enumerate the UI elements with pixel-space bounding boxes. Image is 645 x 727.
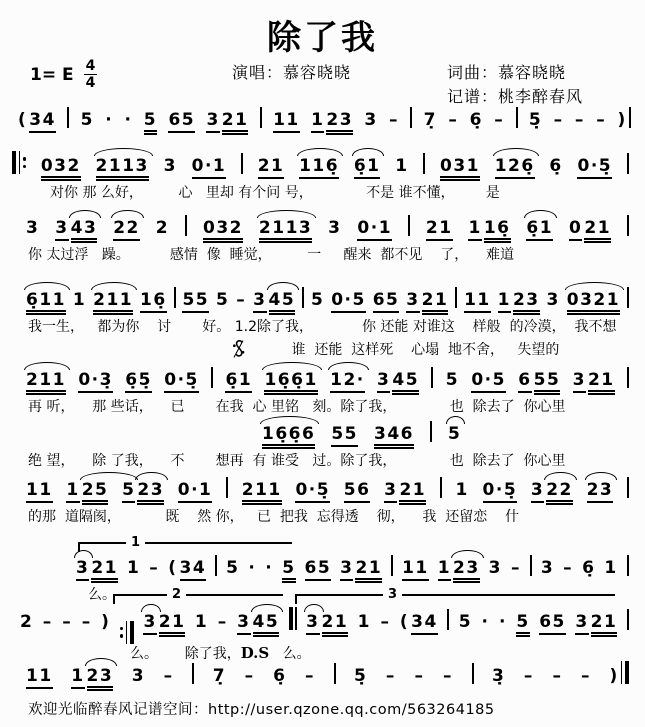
- barline: [627, 555, 629, 576]
- note-token: 16̣6̣1: [264, 372, 317, 395]
- note-token: 21: [322, 614, 349, 637]
- notes-row: [0, 284, 645, 315]
- note-token: 6̣1: [526, 220, 553, 241]
- note-token: –: [42, 612, 53, 632]
- note-token: 11: [464, 292, 491, 313]
- lyric-text: 绝 望， 除 了我， 不 想再 有 谁受 过。除了我， 也 除去了 你心里: [28, 453, 566, 469]
- note-token: 23: [513, 292, 540, 315]
- notes-row: [0, 658, 645, 691]
- note-token: 3: [76, 560, 89, 581]
- barline: [530, 555, 532, 576]
- note-token: (: [18, 110, 28, 130]
- ds-marking: D.S: [240, 643, 270, 662]
- note-token: 3: [55, 220, 68, 241]
- note-token: –: [244, 666, 255, 686]
- note-token: 5: [448, 424, 462, 444]
- note-token: 25: [82, 482, 109, 505]
- barline: [627, 215, 629, 236]
- note-token: –: [580, 666, 591, 686]
- note-token: 21: [355, 560, 382, 583]
- note-token: 1: [395, 156, 409, 176]
- note-token: –: [442, 666, 453, 686]
- note-token: 3: [531, 482, 544, 503]
- barline: [334, 663, 336, 684]
- note-token: 3: [384, 482, 397, 503]
- beam-group: [306, 614, 348, 637]
- volta-label: 3: [383, 587, 402, 603]
- note-token: 3: [364, 110, 378, 130]
- repeat-end-sign: [120, 621, 134, 644]
- note-token: 1: [66, 482, 79, 503]
- note-token: 16̣6̣6: [262, 426, 315, 449]
- system-line-9: [0, 643, 645, 691]
- repeat-begin-sign: [12, 151, 26, 174]
- beam-group: [438, 560, 480, 583]
- barline: [627, 609, 629, 630]
- note-token: –: [574, 110, 585, 130]
- note-token: 116̣: [299, 158, 339, 179]
- note-token: 0·5: [331, 292, 366, 313]
- beam-group: [384, 482, 426, 505]
- note-token: 3: [488, 558, 502, 578]
- note-token: ·: [124, 110, 133, 130]
- note-token: 56: [344, 482, 371, 503]
- barline: [241, 153, 243, 174]
- note-token: 3: [131, 666, 146, 686]
- note-token: 6̣1: [225, 372, 252, 393]
- note-token: 6̣: [582, 558, 596, 578]
- alt-notes-row: [0, 418, 645, 449]
- note-token: 3: [143, 614, 156, 635]
- note-token: 031: [440, 158, 480, 181]
- note-token: 5: [282, 560, 295, 583]
- beam-group: [618, 104, 631, 129]
- lyric-row: [0, 318, 645, 337]
- note-token: 0·5̣: [295, 482, 330, 503]
- note-token: 21: [584, 220, 611, 243]
- note-token: –: [553, 110, 564, 130]
- beam-group: [253, 292, 295, 315]
- beam-group: [18, 112, 56, 133]
- note-token: 6̣: [549, 156, 563, 176]
- note-token: 6̣: [273, 666, 287, 686]
- beam-group: [569, 220, 611, 243]
- system-line-3: [0, 200, 645, 265]
- lyric-text: 么。 除了我，: [130, 645, 241, 662]
- note-token: 3: [546, 290, 560, 310]
- system-line-6: [0, 462, 645, 527]
- note-token: 0·5̣: [577, 158, 612, 179]
- note-token: (: [399, 612, 410, 632]
- note-token: –: [380, 612, 391, 632]
- note-token: 032: [41, 158, 81, 181]
- notes-row: [0, 148, 645, 181]
- note-token: 11: [402, 560, 429, 581]
- beam-group: [518, 372, 560, 395]
- note-token: 23: [137, 482, 164, 505]
- notes-row: [0, 212, 645, 243]
- beam-group: [531, 482, 573, 505]
- beam-group: [468, 220, 510, 243]
- note-token: 2: [155, 218, 170, 238]
- barline: [215, 555, 217, 576]
- note-token: 5: [445, 370, 460, 390]
- beam-group: [406, 292, 448, 315]
- notes-row: [0, 364, 645, 395]
- note-token: 21: [588, 372, 615, 395]
- beam-group: [610, 658, 629, 685]
- beam-group: [143, 614, 185, 637]
- system-line-4: [0, 272, 645, 359]
- barline: [192, 663, 194, 684]
- lyric-text: 么。: [88, 587, 116, 603]
- note-token: 211: [242, 482, 282, 505]
- lyric-row: [0, 508, 645, 527]
- barline: [627, 287, 629, 308]
- barline: [629, 107, 631, 128]
- note-token: ·: [481, 612, 490, 632]
- note-token: 34: [180, 560, 207, 581]
- note-token: 65: [539, 614, 566, 635]
- note-token: 6̣: [469, 110, 483, 130]
- double-barline: [289, 607, 297, 630]
- note-token: 5: [516, 614, 529, 637]
- note-token: 3: [328, 218, 342, 238]
- beam-group: [340, 560, 382, 583]
- note-token: 16̣: [484, 220, 511, 243]
- barline: [423, 153, 425, 174]
- time-signature: [84, 58, 98, 91]
- note-token: –: [596, 110, 607, 130]
- beam-group: [76, 560, 118, 583]
- note-token: 0·1: [178, 482, 213, 503]
- note-token: 3: [163, 156, 177, 176]
- notes-row: [0, 604, 645, 641]
- lyric-text: 对你 那 么好， 心 里却 有个问 号， 不是 谁不懂， 是: [50, 185, 500, 201]
- note-token: 55: [182, 292, 209, 313]
- note-token: –: [523, 666, 534, 686]
- barline: [391, 555, 393, 576]
- note-token: 21: [426, 220, 453, 241]
- notes-row: [0, 104, 645, 135]
- note-token: 22: [546, 482, 573, 505]
- beam-group: [573, 372, 615, 395]
- lyric-row: [0, 246, 645, 265]
- note-token: 1: [498, 292, 511, 313]
- note-token: 6̣5̣: [125, 372, 152, 393]
- note-token: –: [304, 666, 315, 686]
- note-token: 5: [80, 110, 94, 130]
- time-signature-top: 4: [85, 58, 96, 74]
- note-token: 45: [269, 292, 296, 315]
- note-token: ): [609, 666, 619, 686]
- note-token: 2113: [96, 158, 149, 181]
- barline: [211, 367, 213, 388]
- note-token: 5: [216, 290, 230, 310]
- note-token: 1: [126, 558, 141, 578]
- note-token: 43: [71, 220, 98, 243]
- credit-performer: 演唱：慕容晓晓: [232, 63, 352, 82]
- note-token: 55: [331, 426, 358, 447]
- note-token: ·: [265, 558, 274, 578]
- lyric-text: 你 太过浮 躁。 感情 像 睡觉， 一 醒来 都不见 了， 难道: [28, 247, 515, 263]
- barline: [408, 215, 410, 236]
- note-token: 7̣: [423, 110, 438, 130]
- note-token: 3: [340, 560, 353, 581]
- notes-row: [0, 552, 645, 583]
- beam-group: [498, 292, 540, 315]
- volta-label: 1: [126, 535, 145, 551]
- note-token: 45: [392, 372, 419, 395]
- credit-transcriber: 记谱：桃李醉春风: [447, 87, 584, 106]
- note-token: ): [101, 612, 111, 632]
- note-token: 11: [26, 668, 53, 689]
- note-token: 34: [29, 112, 56, 133]
- beam-group: [66, 482, 108, 505]
- note-token: 0·3̣: [78, 372, 113, 393]
- note-token: 126̣: [495, 158, 535, 179]
- final-barline: [621, 661, 629, 684]
- beam-group: [71, 668, 113, 691]
- note-token: 7̣: [212, 666, 227, 686]
- note-token: –: [62, 612, 73, 632]
- note-token: 0·5: [471, 372, 506, 393]
- system-line-5: [0, 352, 645, 471]
- note-token: 21: [591, 614, 618, 637]
- note-token: 21: [399, 482, 426, 505]
- lyric-text: 我一生， 都为你 讨 好。 1.2除了我， 你 还能 对谁这 样般 的冷漠， 我不想: [28, 319, 617, 335]
- note-token: 3: [253, 292, 266, 313]
- barline: [226, 477, 228, 498]
- barline: [410, 107, 412, 128]
- credit-writer: 词曲：慕容晓晓: [447, 63, 567, 82]
- barline: [260, 107, 262, 128]
- note-token: 23: [326, 112, 353, 135]
- note-token: –: [149, 558, 160, 578]
- note-token: 5: [458, 612, 473, 632]
- barline: [627, 477, 629, 498]
- note-token: 1: [194, 612, 209, 632]
- note-token: –: [448, 110, 459, 130]
- note-token: 5: [226, 558, 240, 578]
- barline: [440, 477, 442, 498]
- note-token: 65: [373, 292, 400, 313]
- beam-group: [377, 372, 419, 395]
- beam-group: [168, 560, 206, 581]
- note-token: 11: [26, 482, 53, 503]
- note-token: 2: [20, 612, 34, 632]
- note-token: –: [217, 612, 228, 632]
- note-token: 5̣: [354, 666, 368, 686]
- note-token: 3: [206, 112, 219, 133]
- note-token: ): [617, 110, 627, 130]
- note-token: 34: [411, 614, 438, 635]
- system-line-2: [0, 136, 645, 203]
- note-token: 1: [71, 668, 84, 689]
- note-token: 1: [357, 612, 371, 632]
- note-token: 3: [377, 372, 390, 393]
- note-token: 3: [406, 292, 419, 313]
- beam-group: [400, 614, 438, 635]
- note-token: –: [236, 290, 247, 310]
- note-token: 21: [159, 614, 186, 637]
- note-token: 11: [273, 112, 300, 133]
- note-token: 1: [604, 558, 618, 578]
- note-token: 0·5̣: [483, 482, 518, 503]
- song-title: 除了我: [267, 18, 378, 58]
- volta-bracket: [295, 587, 615, 604]
- lyric-text: 再 听， 那 些话， 已 在我 心 里铭 刻。除了我， 也 除去了 你心里: [28, 399, 566, 415]
- note-token: 3: [26, 218, 40, 238]
- note-token: 1: [438, 560, 451, 581]
- note-token: 45: [253, 614, 280, 637]
- footer-note: 欢迎光临醉春风记谱空间：http://user.qzone.qq.com/563264185: [28, 702, 495, 718]
- note-token: –: [389, 110, 400, 130]
- note-token: ·: [105, 110, 114, 130]
- note-token: 21: [91, 560, 118, 583]
- system-line-1: [0, 92, 645, 135]
- note-token: 23: [587, 482, 614, 503]
- beam-group: [55, 220, 97, 243]
- note-token: –: [563, 558, 574, 578]
- note-token: 5: [144, 112, 157, 135]
- lyric-text: 的那 道隔阂， 既 然 你， 已 把我 忘得透 彻， 我 还留恋 什: [28, 509, 520, 525]
- note-token: 55: [534, 372, 561, 395]
- barline: [431, 367, 433, 388]
- notes-row: [0, 474, 645, 505]
- barline: [447, 609, 449, 630]
- note-token: 23: [87, 668, 114, 691]
- barline: [430, 421, 432, 442]
- beam-group: [237, 614, 279, 637]
- volta-label: 2: [167, 587, 186, 603]
- note-token: 0·1: [192, 158, 227, 179]
- note-token: 5: [122, 482, 135, 503]
- note-token: 1: [455, 480, 469, 500]
- note-token: 5̣: [528, 110, 543, 130]
- time-signature-bottom: 4: [85, 75, 96, 92]
- lyric-row: [0, 398, 645, 417]
- note-token: ·: [498, 612, 507, 632]
- beam-group: [122, 482, 164, 505]
- note-token: 211: [26, 372, 66, 395]
- note-token: 346: [374, 426, 414, 449]
- barline: [472, 663, 474, 684]
- note-token: 21: [422, 292, 449, 315]
- beam-group: [575, 614, 617, 637]
- note-token: –: [385, 666, 396, 686]
- note-token: 211: [93, 292, 133, 315]
- barline: [67, 107, 69, 128]
- note-token: 65: [168, 112, 195, 133]
- note-token: 21: [222, 112, 249, 135]
- note-token: 16̣: [140, 292, 167, 313]
- volta-bracket: [113, 587, 283, 604]
- note-token: 3: [306, 614, 319, 635]
- note-token: 3: [575, 614, 588, 635]
- lyric-text: 谁 还能 这样死 心塌 地不舍， 失望的: [247, 342, 560, 358]
- barline: [627, 367, 629, 388]
- note-token: 6̣11: [26, 292, 66, 315]
- note-token: 0321: [567, 292, 620, 315]
- key-label: 1= E: [30, 64, 74, 85]
- note-token: 0: [569, 220, 582, 241]
- barline: [302, 287, 304, 308]
- note-token: 0·1: [357, 220, 392, 241]
- note-token: 3: [540, 558, 555, 578]
- note-token: –: [494, 110, 505, 130]
- note-token: –: [163, 666, 174, 686]
- note-token: –: [414, 666, 425, 686]
- note-token: –: [510, 558, 521, 578]
- note-token: 6̣1: [354, 158, 381, 179]
- note-token: 6: [518, 372, 531, 393]
- note-token: 12·: [330, 372, 365, 393]
- note-token: 3̣: [492, 666, 506, 686]
- note-token: 1: [72, 290, 87, 310]
- note-token: 1: [311, 112, 324, 133]
- note-token: 2113: [259, 220, 312, 243]
- volta-bracket: [78, 535, 292, 552]
- note-token: 5: [310, 290, 325, 310]
- note-token: –: [552, 666, 563, 686]
- note-token: 22: [113, 220, 140, 241]
- note-token: (: [168, 558, 178, 578]
- note-token: 3: [573, 372, 586, 393]
- key-signature: [30, 58, 97, 91]
- barline: [455, 287, 457, 308]
- note-token: 21: [258, 158, 285, 179]
- note-token: 3: [237, 614, 250, 635]
- note-token: –: [81, 612, 92, 632]
- barline: [516, 107, 518, 128]
- note-token: ·: [248, 558, 257, 578]
- beam-group: [206, 112, 248, 135]
- note-token: 1: [468, 220, 481, 241]
- note-token: 65: [305, 560, 332, 581]
- barline: [174, 287, 176, 308]
- beam-group: [311, 112, 353, 135]
- note-token: 0·5̣: [164, 372, 199, 393]
- barline: [627, 153, 629, 174]
- note-token: 23: [453, 560, 480, 583]
- lyric-text: 么。: [269, 645, 311, 662]
- barline: [185, 215, 187, 236]
- note-token: 032: [203, 220, 243, 243]
